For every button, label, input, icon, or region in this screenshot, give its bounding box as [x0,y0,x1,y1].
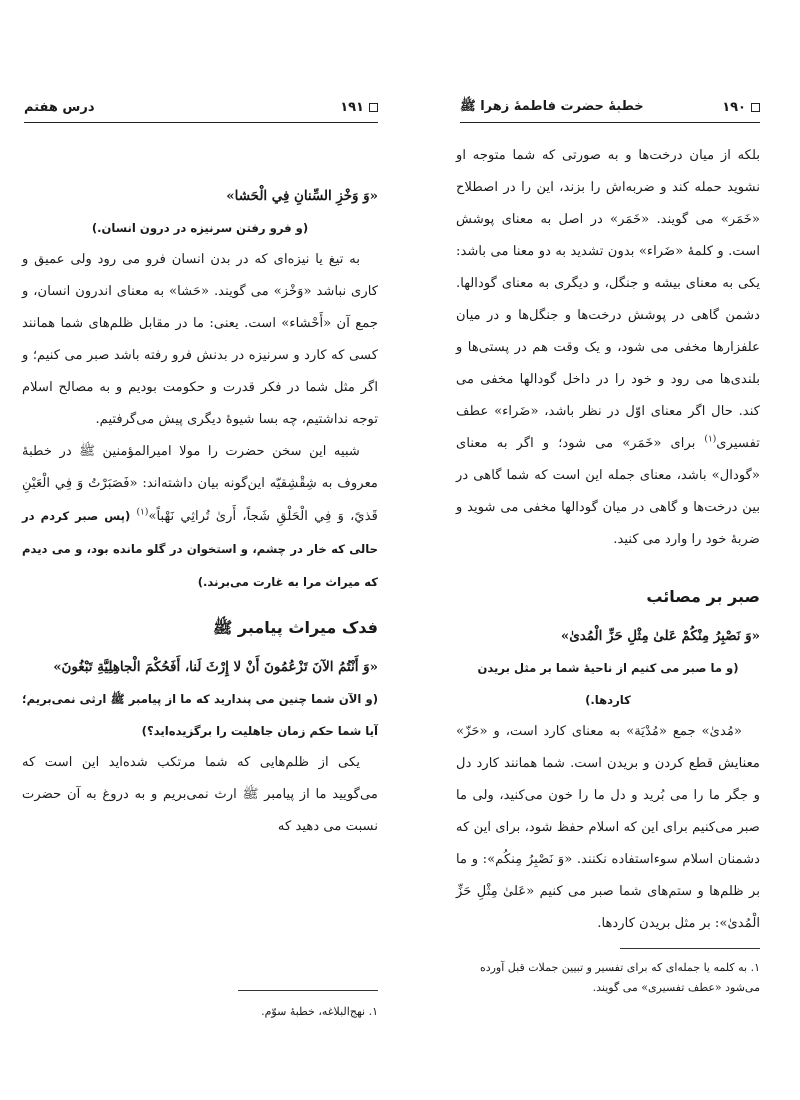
left-page-number [340,100,378,115]
right-paragraph-1-cont: برای «خَمَر» می شود؛ و اگر به معنای «گودال» باشد، معنای جمله این است که شما گاهی در بین درخت‌ها و گاهی در میان گودالها مخفی می شوید و ضربهٔ خود را وارد می کنید. [456,436,760,547]
left-section-title: فدک میراث پیامبر ﷺ [212,618,378,637]
left-verse-1-translation: (و فرو رفتن سرنیزه در درون انسان.) [91,221,309,235]
left-footnote: ۱. نهج‌البلاغه، خطبهٔ سوّم. [261,1005,378,1018]
left-paragraph-2 [22,436,378,599]
left-verse-2: «وَ أَنْتُمُ الآنَ تَزْعُمُونَ أَنْ لا إِرْثَ لَنا، أَفَحُكْمَ الْجاهِلِيَّةِ تَبْغُونَ» [53,659,378,675]
right-page-number [722,100,760,115]
left-running-header [24,96,378,118]
right-body [456,140,760,940]
right-footnote-ref: (۱) [704,434,717,445]
right-header-rule [460,122,760,123]
left-verse-1: «وَ وَخْزِ السِّنانِ فِي الْحَشا» [226,188,378,204]
right-verse: «وَ نَصْبِرُ مِنْكُمْ عَلىٰ مِثْلِ حَزِّ الْمُدىٰ» [560,628,760,644]
left-paragraph-2-text: شبیه این سخن حضرت را مولا امیرالمؤمنین ﷺ در خطبهٔ معروف به شِقْشِقیّه این‌گونه بیان داشته‌اند: «فَصَبَرْتُ وَ فِي الْعَيْنِ قَذيً، وَ فِي الْحَلْقِ شَجاً، أَرىٰ تُراثِي نَهْباً» [22,444,378,524]
right-paragraph-1-text: بلکه از میان درخت‌ها و به صورتی که شما متوجه او نشوید حمله کند و ضربه‌اش را بزند، این را در اصطلاح «خَمَر» می گویند. «خَمَر» در اصل به معنای پوشش است. و کلمهٔ «ضَراء» بدون تشدید به دو معنا می باشد: یکی به معنای بیشه و جنگل، و دیگری به معنای گودالها. دشمن گاهی در پوشش درخت‌ها و جنگل‌ها و در میان علفزارها مخفی می شود، و یک وقت هم در پستی‌ها و بلندی‌ها می رود و خود را در داخل گودالها مخفی می کند. حال اگر معنای اوّل در نظر باشد، «ضَراء» عطف تفسیری [456,148,760,451]
left-paragraph-3: یکی از ظلم‌هایی که شما مرتکب شده‌اید این است که می‌گویید ما از پیامبر ﷺ ارث نمی‌بریم و به دروغ به آن حضرت نسبت می دهید که [22,755,378,834]
left-footnote-ref: (۱) [136,507,149,518]
right-page [400,0,800,1100]
right-header-title: خطبهٔ حضرت فاطمهٔ زهرا ﷺ [460,98,644,114]
left-body [22,180,378,843]
left-paragraph-2-translation: (پس صبر کردم در حالی که خار در چشم، و استخوان در گلو مانده بود، و می دیدم که میراث مرا به غارت می‌برند.) [22,509,378,589]
left-footnote-rule [238,990,378,991]
left-header-rule [24,122,378,123]
square-icon [751,103,760,112]
right-page-number-text: ۱۹۰ [722,99,746,115]
right-running-header [460,96,760,118]
left-paragraph-1: به تیغ یا نیزه‌ای که در بدن انسان فرو می رود ولی عمیق و کاری نباشد «وَخْز» می گویند. «حَشا» به معنای اندرون انسان، و جمع آن «أَحْشاء» است. یعنی: ما در مقابل ظلم‌های شما همانند کسی که کارد و سرنیزه در بدنش فرو رفته باشد صبر می کنیم؛ و اگر مثل شما در فکر قدرت و حکومت بودیم و به مصالح اسلام توجه نداشتیم، چه بسا شیوهٔ دیگری پیش می‌گرفتیم. [22,252,378,427]
right-paragraph-1 [456,140,760,556]
square-icon [369,103,378,112]
left-header-title: درس هفتم [24,99,95,115]
left-page-number-text: ۱۹۱ [340,99,364,115]
right-section-title: صبر بر مصائب [646,587,760,606]
right-verse-translation: (و ما صبر می کنیم از ناحیهٔ شما بر مثل بریدن کاردها.) [477,661,739,707]
left-verse-2-translation: (و الآن شما چنین می پندارید که ما از پیامبر ﷺ ارثی نمی‌بریم؛ آیا شما حکم زمان جاهلیت را برگزیده‌اید؟) [22,692,378,738]
right-footnote: ۱. به کلمه یا جمله‌ای که برای تفسیر و تبیین جملات قبل آورده می‌شود «عطف تفسیری» می گویند. [479,961,760,994]
right-paragraph-2: «مُدیٰ» جمع «مُدْیَة» به معنای کارد است، و «حَزّ» معنایش قطع کردن و بریدن است. شما همانند کارد دل و جگر ما را می بُرید و دل ما را خون می‌کنید، ولی ما صبر می‌کنیم برای این که اسلام حفظ شود، برای این که دشمنان اسلام سوءاستفاده نکنند. «وَ نَصْبِرُ مِنكُم»: و ما بر ظلم‌ها و ستم‌های شما صبر می کنیم «عَلىٰ مِثْلِ حَزِّ الْمُدىٰ»: بر مثل بریدن کاردها. [456,724,760,931]
right-footnote-rule [620,948,760,949]
